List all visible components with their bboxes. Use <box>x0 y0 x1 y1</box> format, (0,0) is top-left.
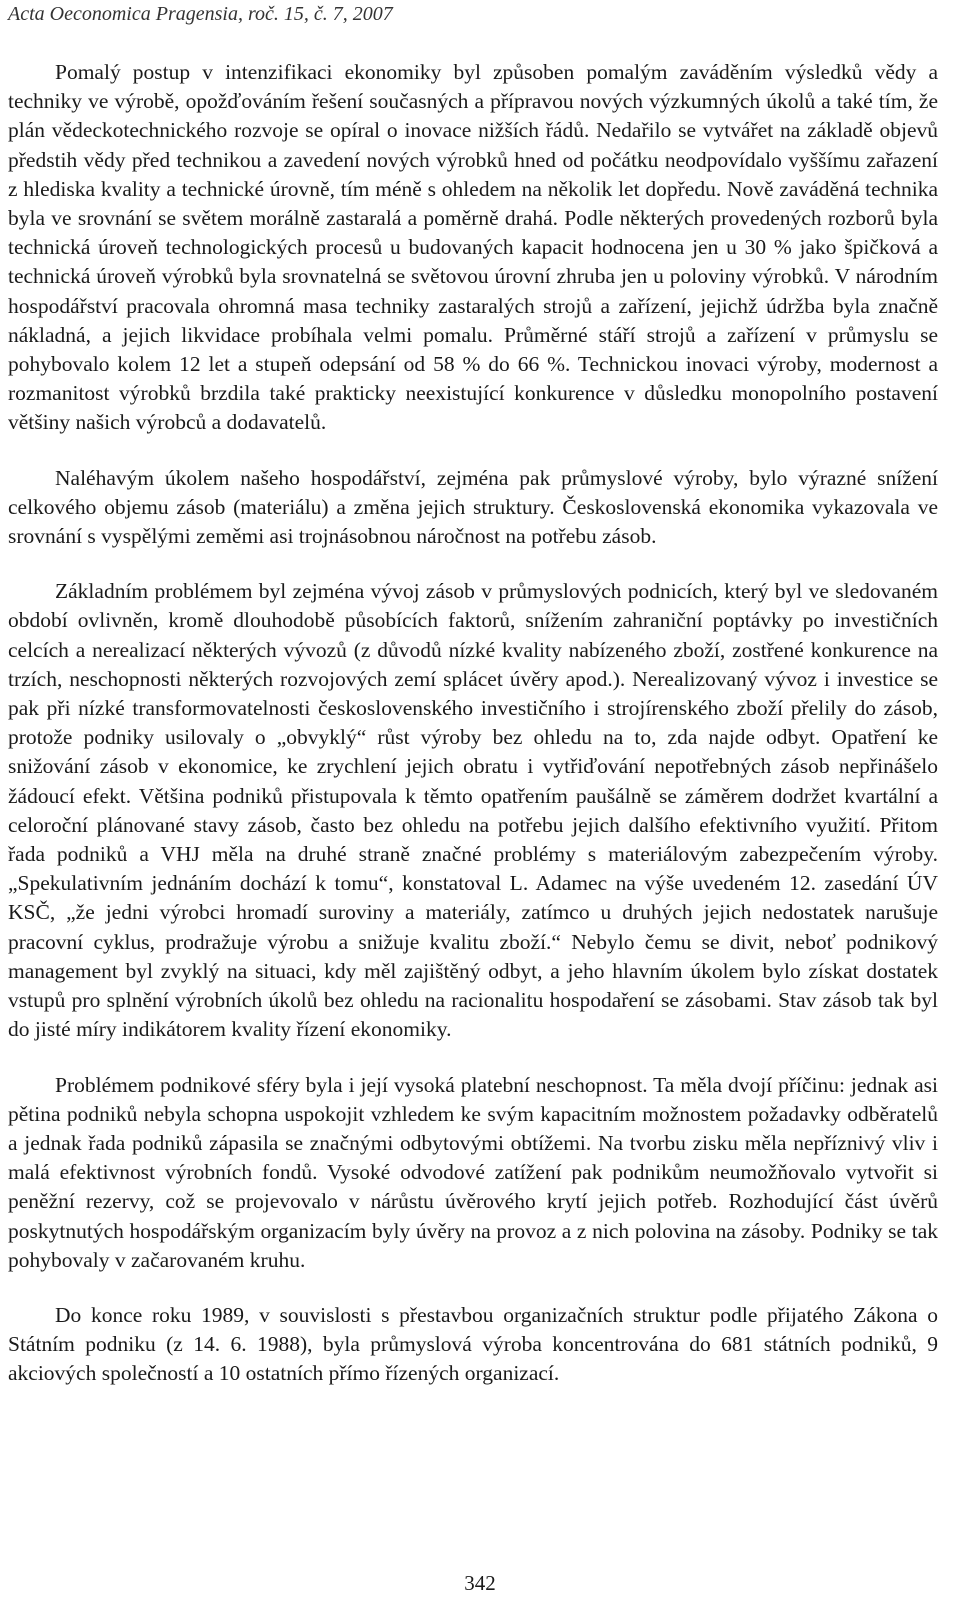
paragraph-intensification: Pomalý postup v intenzifikaci ekonomiky byl způsoben pomalým zaváděním výsledků vědy a techniky ve výrobě, opožďováním řešení současných a přípravou nových výzkumných úkolů a také tím, že plán vědeckotechnického rozvoje se opíral o inovace nižších řádů. Nedařilo se vytvářet na základě objevů předstih vědy před technikou a zavedení nových výrobků hned od počátku neodpovídalo vyššímu zařazení z hlediska kvality a technické úrovně, tím méně s ohledem na několik let dopředu. Nově zaváděná technika byla ve srovnání se světem morálně zastaralá a poměrně drahá. Podle některých provedených rozborů byla technická úroveň technologických procesů u budovaných kapacit hodnocena jen u 30 % jako špičková a technická úroveň výrobků byla srovnatelná se světovou úrovní zhruba jen u poloviny výrobků. V národním hospodářství pracovala ohromná masa techniky zastaralých strojů a zařízení, jejichž údržba byla značně nákladná, a jejich likvidace probíhala velmi pomalu. Průměrné stáří strojů a zařízení v průmyslu se pohybovalo kolem 12 let a stupeň odepsání od 58 % do 66 %. Technickou inovaci výroby, modernost a rozmanitost výrobků brzdila také prakticky neexistující konkurence v důsledku monopolního postavení většiny našich výrobců a dodavatelů. <box>8 60 938 435</box>
running-header: Acta Oeconomica Pragensia, roč. 15, č. 7, 2007 <box>8 3 393 25</box>
page-number: 342 <box>464 1571 496 1595</box>
paragraph-inventory-reduction: Naléhavým úkolem našeho hospodářství, zejména pak průmyslové výroby, bylo výrazné snížení celkového objemu zásob (materiálu) a změna jejich struktury. Československá ekonomika vykazovala ve srovnání s vyspělými zeměmi asi trojnásobnou náročnost na potřebu zásob. <box>8 465 938 549</box>
paragraph-insolvency: Problémem podnikové sféry byla i její vysoká platební neschopnost. Ta měla dvojí příčinu: jednak asi pětina podniků nebyla schopna uspokojit vzhledem ke svým kapacitním možnostem požadavky odběratelů a jednak řada podniků zápasila se značnými odbytovými obtížemi. Na tvorbu zisku měla nepříznivý vliv i malá efektivnost výrobních fondů. Vysoké odvodové zatížení pak podnikům neumožňovalo vytvořit si peněžní rezervy, což se projevovalo v nárůstu úvěrového krytí jejich potřeb. Rozhodující část úvěrů poskytnutých hospodářským organizacím byly úvěry na provoz a z nich polovina na zásoby. Podniky se tak pohybovaly v začarovaném kruhu. <box>8 1072 938 1272</box>
paragraph-state-enterprises: Do konce roku 1989, v souvislosti s přestavbou organizačních struktur podle přijatého Zákona o Státním podniku (z 14. 6. 1988), byla průmyslová výroba koncentrována do 681 státních podniků, 9 akciových společností a 10 ostatních přímo řízených organizací. <box>8 1302 938 1386</box>
body-text <box>8 58 938 1389</box>
paragraph-inventory-problem: Základním problémem byl zejména vývoj zásob v průmyslových podnicích, který byl ve sledovaném období ovlivněn, kromě dlouhodobě působících faktorů, snížením zahraniční poptávky po investičních celcích a nerealizací některých vývozů (z důvodů nízké kvality nabízeného zboží, zostřené konkurence na trzích, neschopnosti některých rozvojových zemí splácet úvěry apod.). Nerealizovaný vývoz i investice se pak při nízké transformovatelnosti československého investičního i strojírenského zboží přelily do zásob, protože podniky usilovaly o „obvyklý“ růst výroby bez ohledu na to, zda najde odbyt. Opatření ke snižování zásob v ekonomice, ke zrychlení jejich obratu i vytřiďování nepotřebných zásob nepřinášelo žádoucí efekt. Většina podniků přistupovala k těmto opatřením paušálně se záměrem dodržet kvartální a celoroční plánované stavy zásob, často bez ohledu na potřebu jejich dalšího efektivního využití. Přitom řada podniků a VHJ měla na druhé straně značné problémy s materiálovým zabezpečením výroby. „Spekulativním jednáním dochází k tomu“, konstatoval L. Adamec na výše uvedeném 12. zasedání ÚV KSČ, „že jedni výrobci hromadí suroviny a materiály, zatímco u druhých jejich nedostatek narušuje pracovní cyklus, prodražuje výrobu a snižuje kvalitu zboží.“ Nebylo čemu se divit, neboť podnikový management byl zvyklý na situaci, kdy měl zajištěný odbyt, a jeho hlavním úkolem bylo získat dostatek vstupů pro splnění výrobních úkolů bez ohledu na racionalitu hospodaření se zásobami. Stav zásob tak byl do jisté míry indikátorem kvality řízení ekonomiky. <box>8 579 938 1042</box>
